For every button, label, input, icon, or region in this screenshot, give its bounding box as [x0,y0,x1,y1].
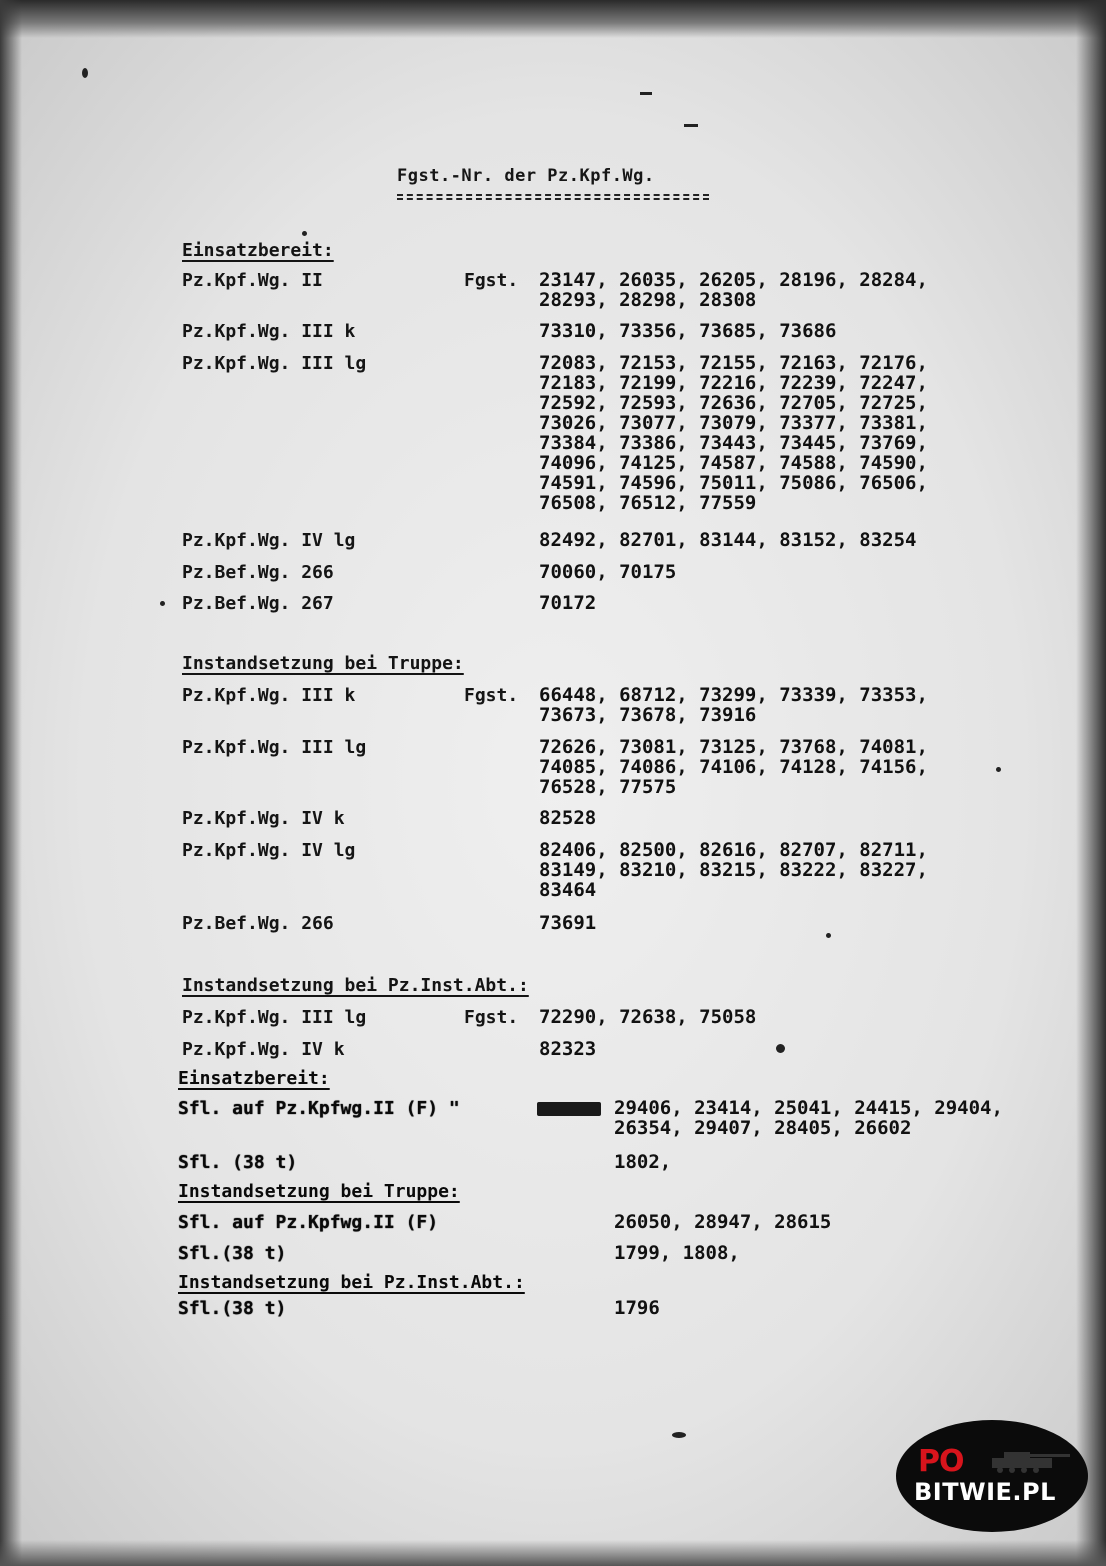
section-heading-einsatzbereit-sfl: Einsatzbereit: [178,1068,330,1089]
chassis-line: 82406, 82500, 82616, 82707, 82711, [539,839,928,861]
vehicle-type: Sfl. auf Pz.Kpfwg.II (F) " [178,1098,460,1119]
chassis-numbers [539,593,1059,613]
chassis-line: 73384, 73386, 73443, 73445, 73769, [539,432,928,454]
scan-edge-left [0,0,22,1566]
scan-speck [302,231,307,236]
scan-speck [82,68,88,78]
chassis-numbers [614,1152,1106,1172]
watermark-logo [896,1420,1088,1532]
vehicle-type: Pz.Kpf.Wg. III k [182,685,356,706]
vehicle-type: Sfl.(38 t) [178,1243,287,1264]
scan-edge-top [0,0,1106,38]
scan-edge-right [1076,0,1106,1566]
chassis-numbers [614,1212,1106,1232]
scan-edge-bottom [0,1540,1106,1566]
chassis-line: 1796 [614,1297,660,1319]
section-heading-truppe-sfl: Instandsetzung bei Truppe: [178,1181,460,1202]
chassis-line: 26354, 29407, 28405, 26602 [614,1117,912,1139]
chassis-line: 76528, 77575 [539,776,677,798]
chassis-numbers [539,1039,1059,1059]
chassis-prefix: Fgst. [464,270,519,291]
chassis-line: 82492, 82701, 83144, 83152, 83254 [539,529,917,551]
scan-speck [826,933,831,938]
scan-speck [996,767,1001,772]
chassis-line: 1799, 1808, [614,1242,740,1264]
vehicle-type: Pz.Kpf.Wg. II [182,270,323,291]
chassis-line: 72626, 73081, 73125, 73768, 74081, [539,736,928,758]
chassis-line: 72592, 72593, 72636, 72705, 72725, [539,392,928,414]
title-underline [397,194,709,200]
chassis-line: 73310, 73356, 73685, 73686 [539,320,837,342]
vehicle-type: Pz.Kpf.Wg. IV lg [182,840,356,861]
chassis-numbers [539,913,1059,933]
chassis-line: 74085, 74086, 74106, 74128, 74156, [539,756,928,778]
chassis-line: 72290, 72638, 75058 [539,1006,757,1028]
chassis-line: 1802, [614,1151,672,1173]
vehicle-type: Pz.Kpf.Wg. IV lg [182,530,356,551]
section-heading-einsatzbereit: Einsatzbereit: [182,240,334,261]
chassis-prefix: Fgst. [464,1007,519,1028]
chassis-line: 74591, 74596, 75011, 75086, 76506, [539,472,928,494]
chassis-line: 73691 [539,912,597,934]
vehicle-type: Sfl.(38 t) [178,1298,287,1319]
section-heading-inst-abt: Instandsetzung bei Pz.Inst.Abt.: [182,975,529,996]
chassis-numbers [539,737,1059,797]
vehicle-type: Pz.Bef.Wg. 266 [182,913,334,934]
scan-speck [672,1432,686,1438]
chassis-numbers [539,270,1059,310]
vehicle-type: Pz.Kpf.Wg. III lg [182,737,367,758]
chassis-numbers [539,321,1059,341]
chassis-line: 70172 [539,592,597,614]
chassis-numbers [539,808,1059,828]
chassis-line: 76508, 76512, 77559 [539,492,757,514]
chassis-numbers [539,840,1059,900]
scan-speck [684,124,698,127]
chassis-line: 72083, 72153, 72155, 72163, 72176, [539,352,928,374]
chassis-line: 83464 [539,879,597,901]
scan-speck [160,601,165,606]
watermark-logo-po: PO [918,1444,964,1479]
chassis-line: 73026, 73077, 73079, 73377, 73381, [539,412,928,434]
vehicle-type: Pz.Kpf.Wg. III lg [182,353,367,374]
vehicle-type: Pz.Kpf.Wg. IV k [182,1039,345,1060]
chassis-numbers [539,530,1059,550]
chassis-line: 82528 [539,807,597,829]
chassis-line: 74096, 74125, 74587, 74588, 74590, [539,452,928,474]
chassis-numbers [614,1243,1106,1263]
chassis-line: 28293, 28298, 28308 [539,289,757,311]
watermark-logo-text: BITWIE.PL [914,1478,1056,1506]
chassis-line: 70060, 70175 [539,561,677,583]
chassis-line: 26050, 28947, 28615 [614,1211,832,1233]
chassis-numbers [539,1007,1059,1027]
chassis-line: 83149, 83210, 83215, 83222, 83227, [539,859,928,881]
chassis-line: 23147, 26035, 26205, 28196, 28284, [539,269,928,291]
chassis-line: 82323 [539,1038,597,1060]
vehicle-type: Pz.Bef.Wg. 267 [182,593,334,614]
vehicle-type: Pz.Kpf.Wg. III lg [182,1007,367,1028]
chassis-numbers [539,562,1059,582]
vehicle-type: Sfl. (38 t) [178,1152,298,1173]
chassis-numbers [539,353,1059,513]
chassis-line: 66448, 68712, 73299, 73339, 73353, [539,684,928,706]
vehicle-type: Pz.Kpf.Wg. IV k [182,808,345,829]
chassis-prefix: Fgst. [464,685,519,706]
ink-blot [537,1102,601,1116]
chassis-numbers [614,1098,1106,1138]
document-title: Fgst.-Nr. der Pz.Kpf.Wg. [397,166,655,186]
chassis-numbers [539,685,1059,725]
section-heading-truppe: Instandsetzung bei Truppe: [182,653,464,674]
vehicle-type: Sfl. auf Pz.Kpfwg.II (F) [178,1212,439,1233]
vehicle-type: Pz.Kpf.Wg. III k [182,321,356,342]
scan-speck [776,1044,785,1053]
scan-speck [640,92,652,95]
chassis-line: 29406, 23414, 25041, 24415, 29404, [614,1097,1003,1119]
tank-icon [982,1448,1072,1474]
vehicle-type: Pz.Bef.Wg. 266 [182,562,334,583]
chassis-line: 73673, 73678, 73916 [539,704,757,726]
chassis-numbers [614,1298,1106,1318]
chassis-line: 72183, 72199, 72216, 72239, 72247, [539,372,928,394]
section-heading-inst-abt-sfl: Instandsetzung bei Pz.Inst.Abt.: [178,1272,525,1293]
